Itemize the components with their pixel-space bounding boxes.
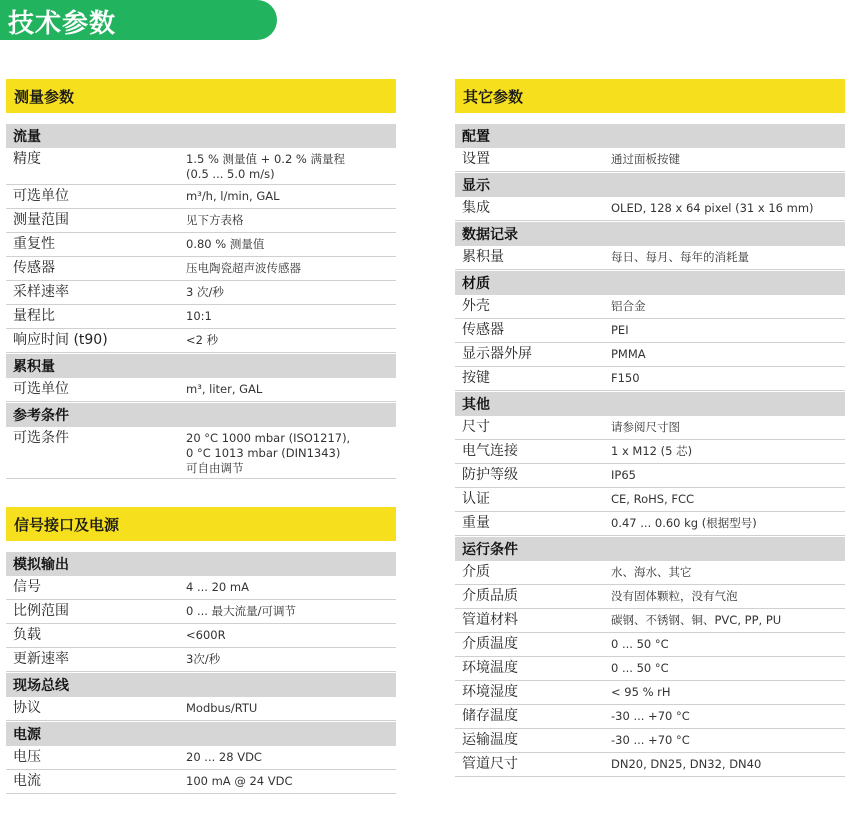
spec-row [455, 319, 845, 343]
spec-value: 100 mA @ 24 VDC [186, 774, 293, 788]
spec-label: 可选条件 [13, 430, 69, 446]
spec-row [6, 600, 396, 624]
spec-value: DN20, DN25, DN32, DN40 [611, 757, 762, 771]
spec-value: IP65 [611, 468, 636, 482]
spec-label: 重量 [462, 515, 490, 531]
spec-label: 管道材料 [462, 612, 518, 628]
spec-row [6, 209, 396, 233]
spec-value: OLED, 128 x 64 pixel (31 x 16 mm) [611, 201, 814, 215]
spec-label: 协议 [13, 700, 41, 716]
spec-row [6, 427, 396, 479]
spec-row [455, 681, 845, 705]
spec-row [6, 770, 396, 794]
section-header: 测量参数 [6, 79, 396, 113]
spec-label: 介质温度 [462, 636, 518, 652]
spec-row [6, 624, 396, 648]
group-header: 流量 [6, 124, 396, 148]
spec-row [6, 378, 396, 402]
spec-value: 水、海水、其它 [611, 565, 692, 579]
spec-row [455, 585, 845, 609]
spec-label: 量程比 [13, 308, 55, 324]
left-column [6, 79, 396, 794]
spec-label: 传感器 [13, 260, 55, 276]
spec-row [455, 416, 845, 440]
spec-value: 碳钢、不锈钢、铜、PVC, PP, PU [611, 613, 782, 627]
spec-row [455, 148, 845, 172]
spec-value: 3 次/秒 [186, 285, 224, 299]
group-header: 累积量 [6, 354, 396, 378]
spec-row [455, 705, 845, 729]
spec-value: -30 ... +70 °C [611, 709, 690, 723]
spec-value: 0 ... 50 °C [611, 661, 669, 675]
spec-label: 重复性 [13, 236, 55, 252]
spec-row [455, 609, 845, 633]
spec-label: 采样速率 [13, 284, 69, 300]
spec-row [455, 367, 845, 391]
spec-value: PMMA [611, 347, 646, 361]
spec-value: 请参阅尺寸图 [611, 420, 680, 434]
spec-label: 显示器外屏 [462, 346, 532, 362]
spec-value: 0.80 % 测量值 [186, 237, 265, 251]
spec-label: 电流 [13, 773, 41, 789]
spec-row [6, 697, 396, 721]
spec-value: m³/h, l/min, GAL [186, 189, 280, 203]
spec-label: 防护等级 [462, 467, 518, 483]
spec-label: 外壳 [462, 298, 490, 314]
spec-row [455, 246, 845, 270]
spec-label: 更新速率 [13, 651, 69, 667]
section-header: 信号接口及电源 [6, 507, 396, 541]
spec-label: 测量范围 [13, 212, 69, 228]
spec-row [6, 148, 396, 185]
spec-label: 传感器 [462, 322, 504, 338]
spec-value: 铝合金 [611, 299, 646, 313]
spec-row [455, 753, 845, 777]
group-header: 材质 [455, 271, 845, 295]
spec-value: 见下方表格 [186, 213, 244, 227]
spec-row [455, 197, 845, 221]
spec-value: 4 ... 20 mA [186, 580, 249, 594]
spec-label: 响应时间 (t90) [13, 332, 108, 348]
spec-label: 储存温度 [462, 708, 518, 724]
spec-value: PEI [611, 323, 629, 337]
spec-value: 没有固体颗粒，没有气泡 [611, 589, 738, 603]
spec-label: 按键 [462, 370, 490, 386]
spec-row [6, 281, 396, 305]
group-header: 显示 [455, 173, 845, 197]
spec-value: 0 ... 最大流量/可调节 [186, 604, 296, 618]
spec-value: 3次/秒 [186, 652, 221, 666]
spec-label: 管道尺寸 [462, 756, 518, 772]
spec-row [455, 464, 845, 488]
spec-row [455, 561, 845, 585]
spec-label: 设置 [462, 151, 490, 167]
spec-row [6, 257, 396, 281]
spec-value: 1.5 % 测量值 + 0.2 % 满量程 (0.5 ... 5.0 m/s) [186, 152, 346, 181]
spec-label: 介质 [462, 564, 490, 580]
spec-label: 负载 [13, 627, 41, 643]
spec-value: 0.47 ... 0.60 kg (根据型号) [611, 516, 757, 530]
page-title: 技术参数 [8, 9, 117, 39]
title-banner [0, 0, 277, 40]
spec-label: 介质品质 [462, 588, 518, 604]
spec-value: F150 [611, 371, 640, 385]
spec-value: m³, liter, GAL [186, 382, 263, 396]
spec-value: 10:1 [186, 309, 212, 323]
right-column [455, 79, 845, 777]
group-header: 现场总线 [6, 673, 396, 697]
spec-row [6, 648, 396, 672]
spec-label: 可选单位 [13, 188, 69, 204]
spec-label: 比例范围 [13, 603, 69, 619]
group-header: 模拟输出 [6, 552, 396, 576]
spec-row [6, 185, 396, 209]
spec-label: 累积量 [462, 249, 504, 265]
spec-value: <600R [186, 628, 226, 642]
spec-label: 信号 [13, 579, 41, 595]
spec-value: 1 x M12 (5 芯) [611, 444, 693, 458]
spec-value: 每日、每月、每年的消耗量 [611, 250, 749, 264]
spec-row [455, 295, 845, 319]
spec-label: 环境温度 [462, 660, 518, 676]
group-header: 参考条件 [6, 403, 396, 427]
spec-value: Modbus/RTU [186, 701, 258, 715]
spec-row [455, 343, 845, 367]
spec-value: 压电陶瓷超声波传感器 [186, 261, 301, 275]
spec-value: <2 秒 [186, 333, 219, 347]
spec-row [6, 746, 396, 770]
spec-value: 20 °C 1000 mbar (ISO1217), 0 °C 1013 mbar (DIN1343) 可自由调节 [186, 431, 351, 475]
spec-row [455, 440, 845, 464]
spec-row [455, 512, 845, 536]
spec-value: CE, RoHS, FCC [611, 492, 695, 506]
spec-value: 20 ... 28 VDC [186, 750, 262, 764]
spec-label: 电气连接 [462, 443, 518, 459]
spec-row [6, 329, 396, 353]
spec-label: 尺寸 [462, 419, 490, 435]
spec-row [455, 488, 845, 512]
spec-row [455, 657, 845, 681]
spec-value: 通过面板按键 [611, 152, 680, 166]
spec-label: 认证 [462, 491, 490, 507]
spec-row [6, 576, 396, 600]
group-header: 电源 [6, 722, 396, 746]
spec-label: 精度 [13, 151, 41, 167]
spec-label: 环境湿度 [462, 684, 518, 700]
spec-label: 可选单位 [13, 381, 69, 397]
spec-value: 0 ... 50 °C [611, 637, 669, 651]
group-header: 其他 [455, 392, 845, 416]
spec-label: 集成 [462, 200, 490, 216]
spec-value: -30 ... +70 °C [611, 733, 690, 747]
group-header: 配置 [455, 124, 845, 148]
spec-label: 电压 [13, 749, 41, 765]
spec-label: 运输温度 [462, 732, 518, 748]
group-header: 数据记录 [455, 222, 845, 246]
spec-row [6, 233, 396, 257]
spec-row [455, 729, 845, 753]
section-header: 其它参数 [455, 79, 845, 113]
spec-value: < 95 % rH [611, 685, 671, 699]
group-header: 运行条件 [455, 537, 845, 561]
spec-row [455, 633, 845, 657]
spec-row [6, 305, 396, 329]
